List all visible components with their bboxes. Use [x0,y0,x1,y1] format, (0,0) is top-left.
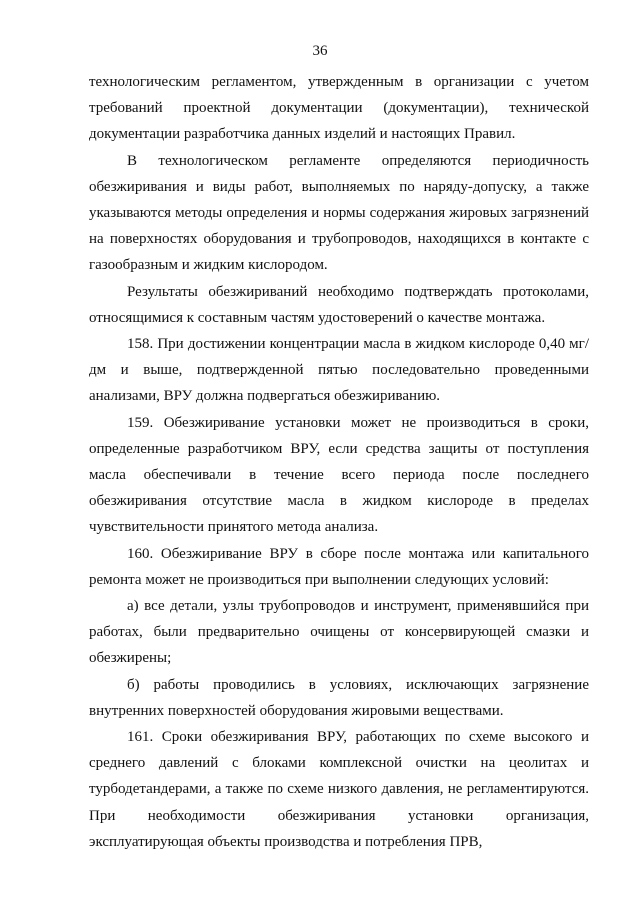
paragraph-160-a: а) все детали, узлы трубопроводов и инструмент, применявшийся при работах, были предварительно очищены от консервирующей смазки и обезжирены; [89,598,589,667]
paragraph-160-b: б) работы проводились в условиях, исключающих загрязнение внутренних поверхностей оборудования жировыми веществами. [89,676,589,719]
paragraph-regulation: В технологическом регламенте определяются периодичность обезжиривания и виды работ, выполняемых по наряду-допуску, а также указываются методы определения и нормы содержания жировых загрязнений на поверхностях оборудования и трубопроводов, находящихся в контакте с газообразным и жидким кислородом. [89,152,589,274]
document-body [89,69,589,855]
page-number: 36 [312,43,328,59]
paragraph-159: 159. Обезжиривание установки может не производиться в сроки, определенные разработчиком ВРУ, если средства защиты от поступления масла обеспечивали в течение всего периода после последнего обезжиривания отсутствие масла в жидком кислороде в пределах чувствительности принятого метода анализа. [89,414,589,536]
paragraph-160: 160. Обезжиривание ВРУ в сборе после монтажа или капитального ремонта может не производиться при выполнении следующих условий: [89,545,589,588]
paragraph-158: 158. При достижении концентрации масла в жидком кислороде 0,40 мг/дм и выше, подтвержденной пятью последовательно проведенными анализами, ВРУ должна подвергаться обезжириванию. [89,336,589,405]
paragraph-161: 161. Сроки обезжиривания ВРУ, работающих по схеме высокого и среднего давлений с блоками комплексной очистки на цеолитах и турбодетандерами, а также по схеме низкого давления, не регламентируются. При необходимости обезжиривания установки организация, эксплуатирующая объекты производства и потребления ПРВ, [89,729,589,850]
paragraph-continuation: технологическим регламентом, утвержденным в организации с учетом требований проектной документации (документации), технической документации разработчика данных изделий и настоящих Правил. [89,74,589,143]
paragraph-results: Результаты обезжириваний необходимо подтверждать протоколами, относящимися к составным частям удостоверений о качестве монтажа. [89,283,589,326]
